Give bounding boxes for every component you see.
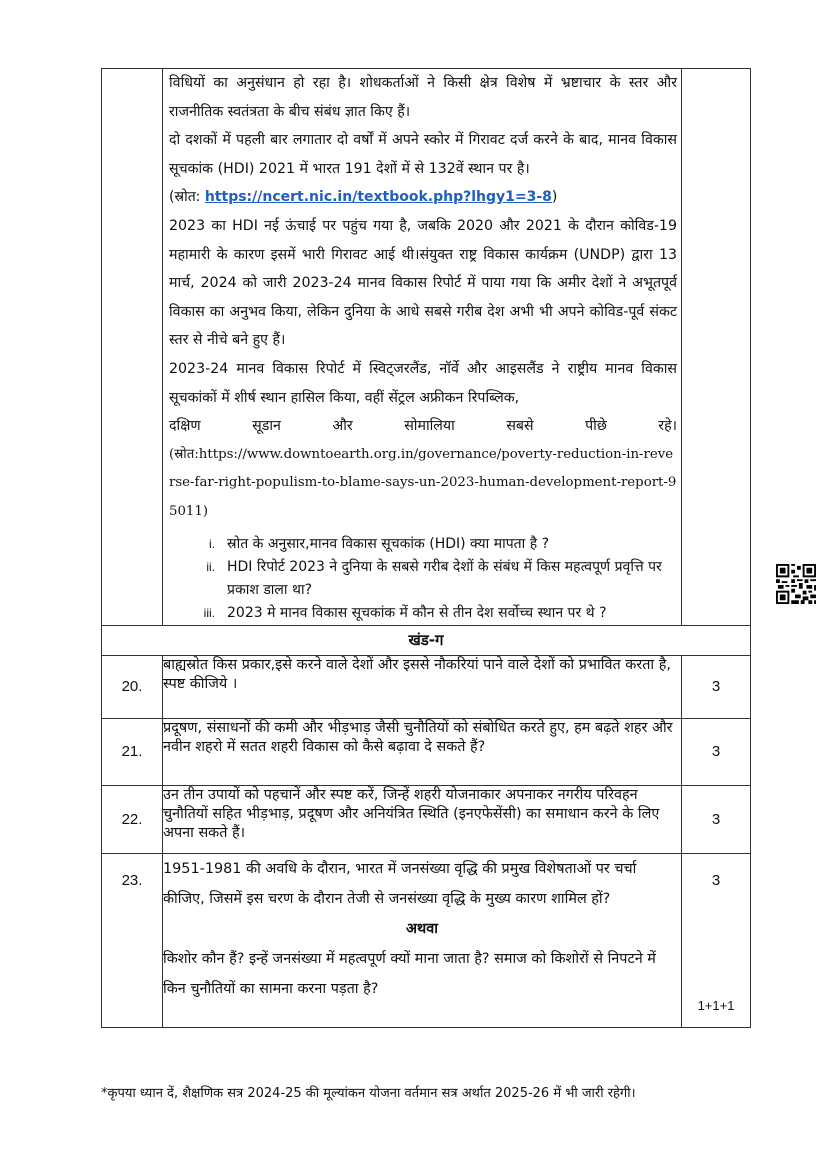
marks-cell [682,69,751,626]
question-marks [682,853,751,1027]
source-citation: (स्रोत: https://ncert.nic.in/textbook.php?lhgy1=3-8) [169,189,558,206]
passage-paragraph: 2023 का HDI नई ऊंचाई पर पहुंच गया है, जबकि 2020 और 2021 के दौरान कोविड-19 महामारी के कारण इसमें भारी गिरावट आई थी।संयुक्त राष्ट्र विकास कार्यक्रम (UNDP) द्वारा 13 मार्च, 2024 को जारी 2023-24 मानव विकास रिपोर्ट में पाया गया कि अमीर देशों ने अभूतपूर्व विकास का अनुभव किया, लेकिन दुनिया के आधे सबसे गरीब देश अभी भी अपने कोविड-पूर्व संकट स्तर से नीचे बने हुए हैं। [169,217,677,349]
footnote: *कृपया ध्यान दें, शैक्षणिक सत्र 2024-25 की मूल्यांकन योजना वर्तमान सत्र अर्थात 2025-26 में भी जारी रहेगी। [101,1086,636,1101]
question-row [102,655,751,718]
question-table [101,68,751,1028]
passage-row [102,69,751,626]
question-row [102,718,751,785]
section-title: खंड-ग [102,625,751,655]
question-text: प्रदूषण, संसाधनों की कमी और भीड़भाड़ जैसी चुनौतियों को संबोधित करते हुए, हम बढ़ते शहर और नवीन शहरो में सतत शहरी विकास को कैसे बढ़ावा दे सकते हैं? [163,718,682,785]
passage-paragraph: 2023-24 मानव विकास रिपोर्ट में स्विट्जरलैंड, नॉर्वे और आइसलैंड ने राष्ट्रीय मानव विकास सूचकांकों में शीर्ष स्थान हासिल किया, वहीं सेंट्रल अफ्रीकन रिपब्लिक, [169,360,677,406]
sub-question: iii. 2023 मे मानव विकास सूचकांक में कौन से तीन देश सर्वोच्च स्थान पर थे ? [203,604,607,621]
source-citation: (स्रोत:https://www.downtoearth.org.in/governance/poverty-reduction-in-reverse-far-right-populism-to-blame-says-un-2023-human-development-report-95011) [169,446,677,519]
passage-paragraph: विधियों का अनुसंधान हो रहा है। शोधकर्ताओं ने किसी क्षेत्र विशेष में भ्रष्टाचार के स्तर और राजनीतिक स्वतंत्रता के बीच संबंध ज्ञात किए हैं। [169,75,677,120]
main-marks: 3 [711,871,721,889]
passage-paragraph-end: दक्षिण सूडान और सोमालिया सबसे पीछे रहे। [169,418,677,435]
source-link[interactable]: https://ncert.nic.in/textbook.php?lhgy1=3-8 [204,189,552,206]
question-marks: 3 [682,718,751,785]
question-number: 20. [102,655,163,718]
question-row [102,785,751,853]
question-main-text: 1951-1981 की अवधि के दौरान, भारत में जनसंख्या वृद्धि की प्रमुख विशेषताओं पर चर्चा कीजिए, जिसमें इस चरण के दौरान तेजी से जनसंख्या वृद्धि के मुख्य कारण शामिल हों? [163,860,637,907]
question-number: 21. [102,718,163,785]
passage-cell [163,69,682,626]
question-number: 23. [102,853,163,1027]
question-number-cell [102,69,163,626]
passage-paragraph: दो दशकों में पहली बार लगातार दो वर्षों में अपने स्कोर में गिरावट दर्ज करने के बाद, मानव विकास सूचकांक (HDI) 2021 में भारत 191 देशों में से 132वें स्थान पर है। [169,132,677,177]
or-label: अथवा [406,920,438,937]
sub-question-list [163,533,681,625]
question-number: 22. [102,785,163,853]
question-marks: 3 [682,655,751,718]
alternative-marks: 1+1+1 [697,997,735,1013]
question-alternative-text: किशोर कौन हैं? इन्हें जनसंख्या में महत्वपूर्ण क्यों माना जाता है? समाज को किशोरों से निपटने में किन चुनौतियों का सामना करना पड़ता है? [163,950,656,997]
qr-code-icon [776,564,816,604]
question-text: उन तीन उपायों को पहचानें और स्पष्ट करें, जिन्हें शहरी योजनाकार अपनाकर नगरीय परिवहन चुनौतियों सहित भीड़भाड़, प्रदूषण और अनियंत्रित स्थिति (इनएफेसेंसी) का समाधान करने के लिए अपना सकते हैं। [163,785,682,853]
question-text: बाह्यस्रोत किस प्रकार,इसे करने वाले देशों और इससे नौकरियां पाने वाले देशों को प्रभावित करता है, स्पष्ट कीजिये । [163,655,682,718]
sub-question: i. स्रोत के अनुसार,मानव विकास सूचकांक (HDI) क्या मापता है ? [209,535,550,552]
question-row-23 [102,853,751,1027]
sub-question: ii. HDI रिपोर्ट 2023 ने दुनिया के सबसे गरीब देशों के संबंध में किस महत्वपूर्ण प्रवृत्ति पर प्रकाश डाला था? [206,558,662,598]
section-header-row [102,625,751,655]
question-marks: 3 [682,785,751,853]
question-text [163,853,682,1027]
